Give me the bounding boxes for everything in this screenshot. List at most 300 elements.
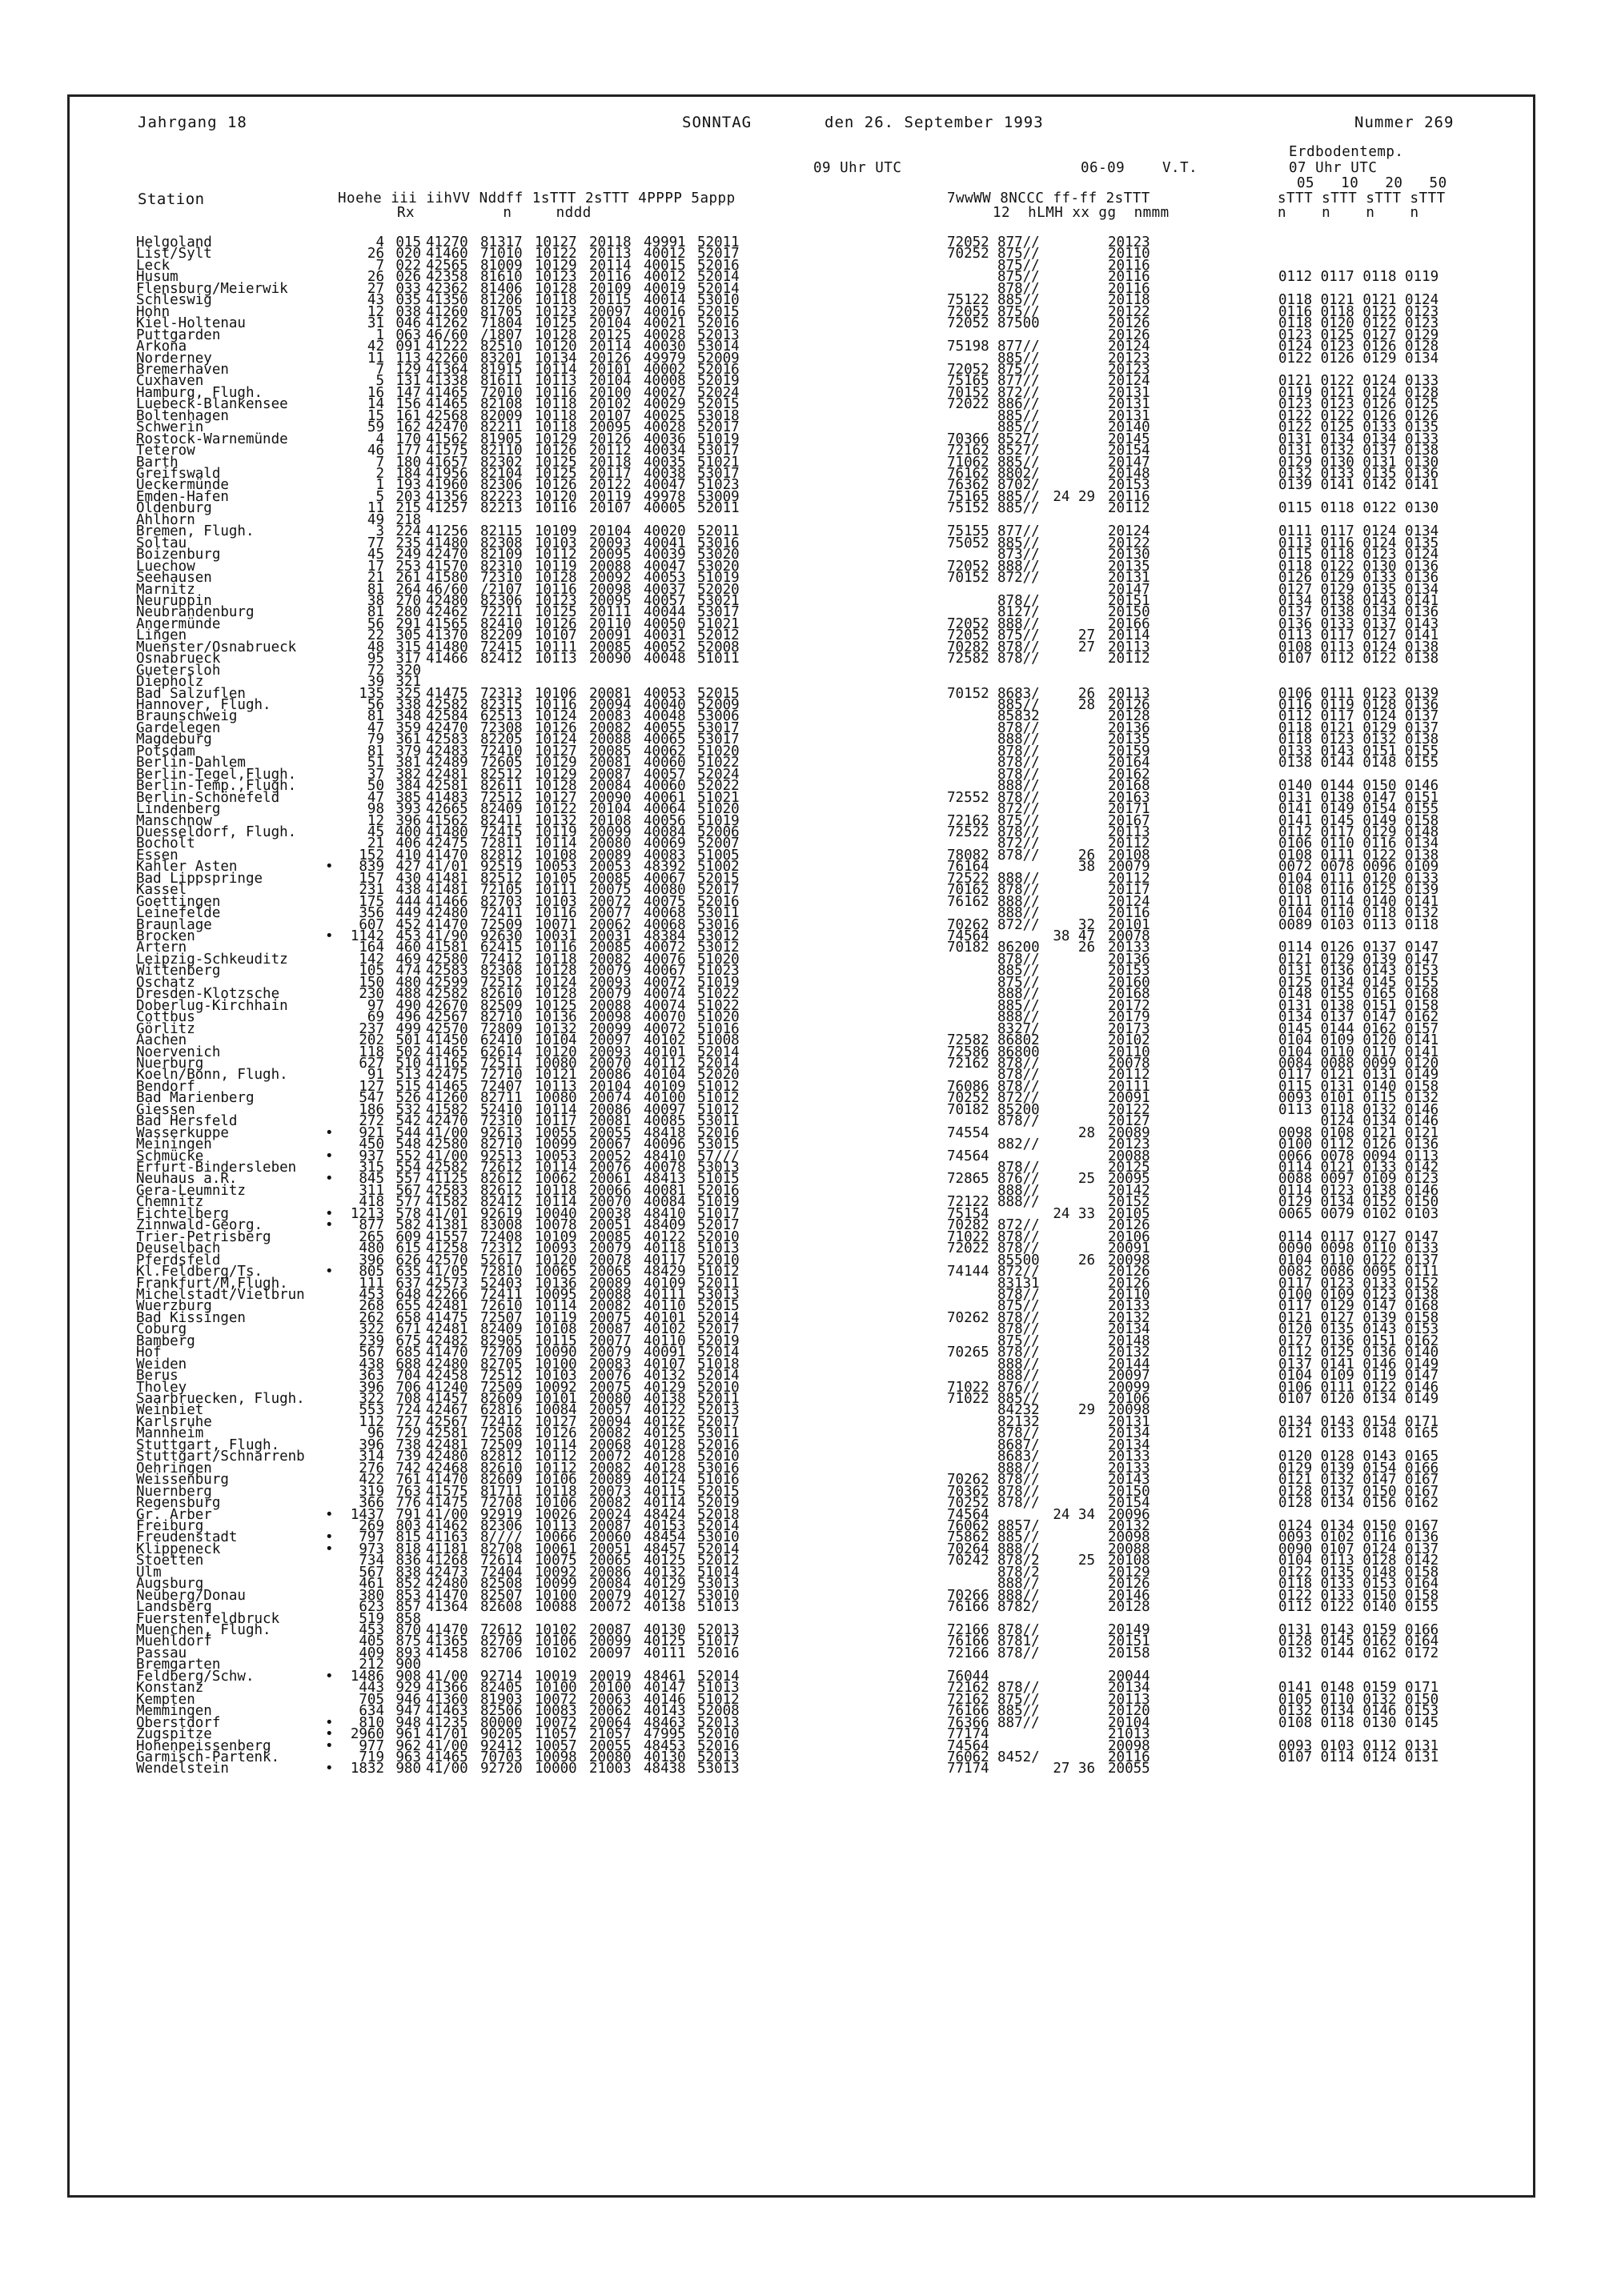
cloud-8nccc: 875//: [997, 257, 1040, 274]
pressure-4pppp: 40102: [644, 1321, 686, 1338]
nddff: 82213: [480, 500, 523, 517]
tendency-5appp: 52019: [697, 373, 740, 390]
nddff: 82905: [480, 1332, 523, 1349]
mountain-marker: •: [325, 1529, 334, 1546]
hoehe: 38: [367, 592, 384, 609]
tendency-5appp: 52011: [697, 500, 740, 517]
temp-2sttt: 20087: [589, 1517, 632, 1534]
mountain-marker: •: [325, 1171, 334, 1188]
cloud-8nccc: 878//: [997, 951, 1040, 968]
weather-7wwww: 70252: [947, 1495, 989, 1512]
temp-1sttt: 10111: [535, 882, 577, 899]
cloud-8nccc: 878/2: [997, 1564, 1040, 1581]
temp-2sttt: 20097: [589, 1645, 632, 1661]
temp-2sttt: 20072: [589, 1599, 632, 1616]
temp-vt-2sttt: 20158: [1108, 1645, 1150, 1661]
temp-2sttt: 20104: [589, 315, 632, 332]
tendency-5appp: 51020: [697, 951, 740, 968]
weather-7wwww: 70282: [947, 1217, 989, 1234]
iii: 609: [395, 1228, 421, 1245]
nddff: 72415: [480, 823, 523, 840]
soil-temps: 0136 0133 0137 0143: [1278, 615, 1439, 632]
temp-2sttt: 20095: [589, 419, 632, 436]
tendency-5appp: 53016: [697, 535, 740, 551]
nddff: 82104: [480, 466, 523, 482]
nddff: 83201: [480, 350, 523, 367]
hoehe: 15: [367, 407, 384, 424]
temp-vt-2sttt: 20097: [1108, 1368, 1150, 1384]
iii: 496: [395, 1009, 421, 1026]
tendency-5appp: 51017: [697, 1633, 740, 1650]
temp-vt-2sttt: 20134: [1108, 1321, 1150, 1338]
hoehe: 443: [359, 1680, 384, 1697]
temp-1sttt: 10129: [535, 766, 577, 783]
nddff: 92519: [480, 859, 523, 876]
cloud-8nccc: 877//: [997, 373, 1040, 390]
station-name: Nuernberg: [136, 1483, 212, 1500]
soil-temp-header: Erdbodentemp.: [1289, 144, 1404, 160]
pressure-4pppp: 48457: [644, 1541, 686, 1557]
temp-vt-2sttt: 20132: [1108, 1309, 1150, 1326]
temp-1sttt: 10055: [535, 1124, 577, 1141]
pressure-4pppp: 48453: [644, 1737, 686, 1754]
iihvv: 42582: [426, 697, 468, 713]
hoehe: 111: [359, 1275, 384, 1292]
hoehe: 7: [375, 361, 384, 378]
temp-vt-2sttt: 20079: [1108, 859, 1150, 876]
temp-2sttt: 20081: [589, 755, 632, 771]
weather-7wwww: 72166: [947, 1622, 989, 1638]
temp-1sttt: 10114: [535, 1160, 577, 1176]
station-name: Diepholz: [136, 674, 204, 691]
hoehe: 97: [367, 997, 384, 1014]
nddff: 72811: [480, 835, 523, 852]
soil-temps: 0134 0138 0143 0141: [1278, 592, 1439, 609]
temp-1sttt: 10040: [535, 1205, 577, 1222]
temp-vt-2sttt: 20135: [1108, 731, 1150, 748]
station-name: Bendorf: [136, 1078, 195, 1095]
soil-temps: 0128 0134 0156 0162: [1278, 1495, 1439, 1512]
pressure-4pppp: 40028: [644, 327, 686, 343]
cloud-8nccc: 8327/: [997, 1020, 1040, 1037]
soil-temps: 0122 0126 0129 0134: [1278, 350, 1439, 367]
station-name: Seehausen: [136, 570, 212, 587]
nddff: 82612: [480, 1182, 523, 1199]
wind-gust: 28: [1077, 1124, 1095, 1141]
mountain-marker: •: [325, 1205, 334, 1222]
iihvv: 42599: [426, 974, 468, 991]
iihvv: 42467: [426, 1402, 468, 1419]
soil-temps: 0128 0145 0162 0164: [1278, 1633, 1439, 1650]
iihvv: 42358: [426, 269, 468, 286]
temp-vt-2sttt: 20148: [1108, 466, 1150, 482]
pressure-4pppp: 40110: [644, 1298, 686, 1315]
station-name: List/Sylt: [136, 246, 212, 262]
cloud-8nccc: 8683/: [997, 685, 1040, 702]
iii: 381: [395, 755, 421, 771]
temp-2sttt: 20072: [589, 1449, 632, 1465]
temp-1sttt: 10124: [535, 731, 577, 748]
cloud-8nccc: 878//: [997, 1067, 1040, 1084]
nddff: 82703: [480, 893, 523, 910]
pressure-4pppp: 40053: [644, 685, 686, 702]
temp-1sttt: 10112: [535, 1460, 577, 1477]
station-name: Oberstdorf: [136, 1714, 221, 1731]
temp-1sttt: 10083: [535, 1703, 577, 1720]
tendency-5appp: 52015: [697, 303, 740, 320]
temp-2sttt: 20085: [589, 639, 632, 655]
nddff: 82706: [480, 1645, 523, 1661]
temp-1sttt: 10116: [535, 940, 577, 956]
temp-vt-2sttt: 20147: [1108, 454, 1150, 471]
temp-1sttt: 10128: [535, 778, 577, 795]
hoehe: 547: [359, 1090, 384, 1107]
tendency-5appp: 52010: [697, 1726, 740, 1743]
iii: 317: [395, 651, 421, 667]
station-name: Brocken: [136, 928, 195, 944]
table-row: [0, 1761, 1601, 1777]
pressure-4pppp: 40118: [644, 1240, 686, 1257]
mountain-marker: •: [325, 1217, 334, 1234]
weather-7wwww: 72552: [947, 789, 989, 806]
temp-2sttt: 20086: [589, 1564, 632, 1581]
tendency-5appp: 52016: [697, 1437, 740, 1453]
mountain-marker: •: [325, 1124, 334, 1141]
temp-1sttt: 10102: [535, 1645, 577, 1661]
iii: 203: [395, 488, 421, 505]
soil-temps: 0113 0116 0124 0135: [1278, 535, 1439, 551]
iii: 038: [395, 303, 421, 320]
pressure-4pppp: 40111: [644, 1286, 686, 1303]
temp-1sttt: 10120: [535, 1044, 577, 1060]
temp-1sttt: 10112: [535, 547, 577, 563]
soil-temps: 0132 0133 0135 0136: [1278, 466, 1439, 482]
temp-1sttt: 10100: [535, 1356, 577, 1372]
iihvv: 46/60: [426, 581, 468, 598]
cloud-8nccc: 875//: [997, 1691, 1040, 1708]
iii: 026: [395, 269, 421, 286]
tendency-5appp: 53020: [697, 547, 740, 563]
hoehe: 112: [359, 1413, 384, 1430]
station-name: Neuberg/Donau: [136, 1587, 246, 1604]
temp-vt-2sttt: 20123: [1108, 234, 1150, 250]
temp-vt-2sttt: 20129: [1108, 1564, 1150, 1581]
cloud-8nccc: 878//: [997, 639, 1040, 655]
nddff: 72709: [480, 1344, 523, 1361]
hoehe: 17: [367, 558, 384, 575]
weather-7wwww: 72162: [947, 1691, 989, 1708]
temp-2sttt: 20084: [589, 778, 632, 795]
soil-temps: 0106 0110 0116 0134: [1278, 835, 1439, 852]
iii: 724: [395, 1402, 421, 1419]
pressure-4pppp: 40040: [644, 697, 686, 713]
nddff: 81406: [480, 280, 523, 297]
hoehe: 265: [359, 1228, 384, 1245]
tendency-5appp: 53011: [697, 1425, 740, 1442]
station-name: Karlsruhe: [136, 1413, 212, 1430]
iii: 348: [395, 708, 421, 725]
temp-2sttt: 20081: [589, 1113, 632, 1130]
weather-7wwww: 76086: [947, 1078, 989, 1095]
weather-7wwww: 76062: [947, 1517, 989, 1534]
temp-1sttt: 10128: [535, 963, 577, 980]
temp-1sttt: 10109: [535, 523, 577, 540]
soil-header-line1: sTTT sTTT sTTT sTTT: [1278, 190, 1446, 206]
temp-1sttt: 10132: [535, 812, 577, 829]
weather-7wwww: 72022: [947, 1240, 989, 1257]
period-header: 06-09: [1081, 160, 1126, 176]
hoehe: 11: [367, 500, 384, 517]
temp-1sttt: 10053: [535, 1148, 577, 1164]
station-name: Tholey: [136, 1379, 187, 1396]
nddff: 72410: [480, 743, 523, 759]
weather-7wwww: 72022: [947, 396, 989, 413]
station-name: Greifswald: [136, 466, 221, 482]
pressure-4pppp: 40085: [644, 1113, 686, 1130]
temp-vt-2sttt: 20128: [1108, 708, 1150, 725]
hoehe: 202: [359, 1032, 384, 1049]
iii: 557: [395, 1171, 421, 1188]
pressure-4pppp: 48424: [644, 1506, 686, 1523]
cloud-8nccc: 875//: [997, 1298, 1040, 1315]
pressure-4pppp: 40132: [644, 1564, 686, 1581]
pressure-4pppp: 40153: [644, 1517, 686, 1534]
nddff: 72708: [480, 1495, 523, 1512]
pressure-4pppp: 48410: [644, 1205, 686, 1222]
temp-vt-2sttt: 20168: [1108, 778, 1150, 795]
cloud-8nccc: 888//: [997, 1182, 1040, 1199]
iihvv: 42580: [426, 1136, 468, 1153]
station-name: Berus: [136, 1368, 179, 1384]
tendency-5appp: 53020: [697, 558, 740, 575]
pressure-4pppp: 40112: [644, 1055, 686, 1072]
nddff: 72412: [480, 951, 523, 968]
weather-7wwww: 76162: [947, 466, 989, 482]
nddff: 92513: [480, 1148, 523, 1164]
cloud-8nccc: 878//: [997, 1240, 1040, 1257]
temp-2sttt: 20095: [589, 547, 632, 563]
tendency-5appp: 53015: [697, 1136, 740, 1153]
tendency-5appp: 51022: [697, 755, 740, 771]
tendency-5appp: 51013: [697, 1680, 740, 1697]
soil-temps: 0100 0109 0123 0138: [1278, 1286, 1439, 1303]
hoehe: 396: [359, 1437, 384, 1453]
tendency-5appp: 53013: [697, 1286, 740, 1303]
temp-1sttt: 10088: [535, 1599, 577, 1616]
cloud-8nccc: 877//: [997, 523, 1040, 540]
cloud-8nccc: 885//: [997, 963, 1040, 980]
iii: 033: [395, 280, 421, 297]
temp-vt-2sttt: 20120: [1108, 1703, 1150, 1720]
wind-gust: 24 33: [1053, 1205, 1095, 1222]
tendency-5appp: 53017: [697, 466, 740, 482]
pressure-4pppp: 40074: [644, 986, 686, 1003]
station-name: Potsdam: [136, 743, 195, 759]
temp-vt-2sttt: 20134: [1108, 1437, 1150, 1453]
hoehe: 12: [367, 812, 384, 829]
iii: 554: [395, 1160, 421, 1176]
station-name: Trier-Petrisberg: [136, 1228, 271, 1245]
hoehe: 805: [359, 1264, 384, 1280]
temp-1sttt: 10092: [535, 1564, 577, 1581]
iii: 235: [395, 535, 421, 551]
temp-2sttt: 20052: [589, 1148, 632, 1164]
weather-7wwww: 70152: [947, 570, 989, 587]
pressure-4pppp: 40147: [644, 1680, 686, 1697]
hoehe: 4: [375, 234, 384, 250]
cloud-8nccc: 8802/: [997, 466, 1040, 482]
soil-temps: 0120 0135 0143 0153: [1278, 1321, 1439, 1338]
iihvv: 42583: [426, 1182, 468, 1199]
temp-2sttt: 20090: [589, 789, 632, 806]
temp-1sttt: 10126: [535, 1425, 577, 1442]
iihvv: 41364: [426, 361, 468, 378]
iii: 379: [395, 743, 421, 759]
nddff: 52617: [480, 1252, 523, 1268]
wind-gust: 27: [1077, 639, 1095, 655]
soil-temps: 0131 0138 0147 0151: [1278, 789, 1439, 806]
soil-temps: 0107 0120 0134 0149: [1278, 1391, 1439, 1407]
mountain-marker: •: [325, 859, 334, 876]
pressure-4pppp: 40125: [644, 1553, 686, 1569]
nddff: 82108: [480, 396, 523, 413]
station-name: Bad Salzuflen: [136, 685, 246, 702]
nddff: 72511: [480, 1055, 523, 1072]
tendency-5appp: 52017: [697, 419, 740, 436]
iii: 224: [395, 523, 421, 540]
cloud-8nccc: 8452/: [997, 1749, 1040, 1765]
nddff: 72507: [480, 1309, 523, 1326]
pressure-4pppp: 40012: [644, 269, 686, 286]
temp-vt-2sttt: 20126: [1108, 1217, 1150, 1234]
soil-temps: 0093 0103 0112 0131: [1278, 1737, 1439, 1754]
nddff: 81711: [480, 1483, 523, 1500]
cloud-8nccc: 878//: [997, 651, 1040, 667]
cloud-8nccc: 888//: [997, 870, 1040, 887]
hoehe: 45: [367, 823, 384, 840]
pressure-4pppp: 40128: [644, 1460, 686, 1477]
temp-2sttt: 20075: [589, 882, 632, 899]
mountain-marker: •: [325, 1541, 334, 1557]
weather-7wwww: 70162: [947, 882, 989, 899]
pressure-4pppp: 48429: [644, 1264, 686, 1280]
soil-temps: 0115 0118 0122 0130: [1278, 500, 1439, 517]
tendency-5appp: 51013: [697, 1240, 740, 1257]
iii: 091: [395, 339, 421, 355]
station-name: Hannover, Flugh.: [136, 697, 271, 713]
hoehe: 5: [375, 373, 384, 390]
temp-1sttt: 10000: [535, 1761, 577, 1777]
weather-7wwww: 75154: [947, 1205, 989, 1222]
tendency-5appp: 52012: [697, 627, 740, 644]
hoehe: 1: [375, 327, 384, 343]
station-name: Rostock-Warnemünde: [136, 431, 288, 447]
iii: 338: [395, 697, 421, 713]
iii: 763: [395, 1483, 421, 1500]
iihvv: 42480: [426, 1356, 468, 1372]
temp-2sttt: 20062: [589, 1703, 632, 1720]
station-name: Oschatz: [136, 974, 195, 991]
weather-7wwww: 70152: [947, 685, 989, 702]
iihvv: 41470: [426, 916, 468, 933]
pressure-4pppp: 40143: [644, 1703, 686, 1720]
iihvv: 42665: [426, 801, 468, 818]
iii: 315: [395, 639, 421, 655]
weather-7wwww: 72052: [947, 315, 989, 332]
temp-2sttt: 20079: [589, 1240, 632, 1257]
pressure-4pppp: 40128: [644, 1449, 686, 1465]
soil-temps: 0122 0133 0150 0158: [1278, 1587, 1439, 1604]
temp-vt-2sttt: 20088: [1108, 1148, 1150, 1164]
iihvv: 41360: [426, 1691, 468, 1708]
cloud-8nccc: 885//: [997, 1391, 1040, 1407]
iihvv: 42458: [426, 1368, 468, 1384]
weather-7wwww: 76366: [947, 1714, 989, 1731]
hoehe: 14: [367, 396, 384, 413]
temp-vt-2sttt: 20136: [1108, 719, 1150, 736]
nddff: 82710: [480, 1009, 523, 1026]
temp-vt-2sttt: 20136: [1108, 951, 1150, 968]
hoehe: 1: [375, 477, 384, 494]
cloud-8nccc: 878//: [997, 1680, 1040, 1697]
station-name: Wendelstein: [136, 1761, 229, 1777]
station-name: Berlin-Schönefeld: [136, 789, 280, 806]
iii: 980: [395, 1761, 421, 1777]
temp-1sttt: 10026: [535, 1506, 577, 1523]
pressure-4pppp: 40117: [644, 1252, 686, 1268]
weather-7wwww: 72162: [947, 1055, 989, 1072]
cloud-8nccc: 878//: [997, 755, 1040, 771]
nddff: 82405: [480, 1680, 523, 1697]
temp-vt-2sttt: 20131: [1108, 407, 1150, 424]
hoehe: 51: [367, 755, 384, 771]
pressure-4pppp: 40047: [644, 477, 686, 494]
station-header: Station: [138, 190, 205, 208]
nddff: 82512: [480, 766, 523, 783]
iii: 853: [395, 1587, 421, 1604]
cloud-8nccc: 873//: [997, 547, 1040, 563]
station-name: Bad Lippspringe: [136, 870, 263, 887]
tendency-5appp: 52016: [697, 315, 740, 332]
temp-1sttt: 10127: [535, 789, 577, 806]
temp-2sttt: 20099: [589, 823, 632, 840]
hoehe: 7: [375, 454, 384, 471]
iihvv: 42481: [426, 1437, 468, 1453]
table-row: [0, 477, 1601, 494]
station-name: Bocholt: [136, 835, 195, 852]
table-row: [0, 1495, 1601, 1512]
temp-vt-2sttt: 20148: [1108, 1332, 1150, 1349]
temp-2sttt: 20097: [589, 1032, 632, 1049]
iii: 180: [395, 454, 421, 471]
pressure-4pppp: 40067: [644, 870, 686, 887]
hoehe: 45: [367, 547, 384, 563]
temp-2sttt: 20024: [589, 1506, 632, 1523]
soil-header-line2: n n n n: [1278, 205, 1419, 221]
pressure-4pppp: 40115: [644, 1483, 686, 1500]
station-name: Stuttgart, Flugh.: [136, 1437, 280, 1453]
soil-temps: 0140 0144 0150 0146: [1278, 778, 1439, 795]
pressure-4pppp: 40129: [644, 1379, 686, 1396]
table-row: [0, 1391, 1601, 1407]
station-name: Manschnow: [136, 812, 212, 829]
temp-vt-2sttt: 20101: [1108, 916, 1150, 933]
iihvv: 42482: [426, 1332, 468, 1349]
temp-vt-2sttt: 20126: [1108, 1576, 1150, 1593]
soil-temps: 0131 0138 0151 0158: [1278, 997, 1439, 1014]
cloud-8nccc: 876//: [997, 1379, 1040, 1396]
station-name: Cuxhaven: [136, 373, 204, 390]
